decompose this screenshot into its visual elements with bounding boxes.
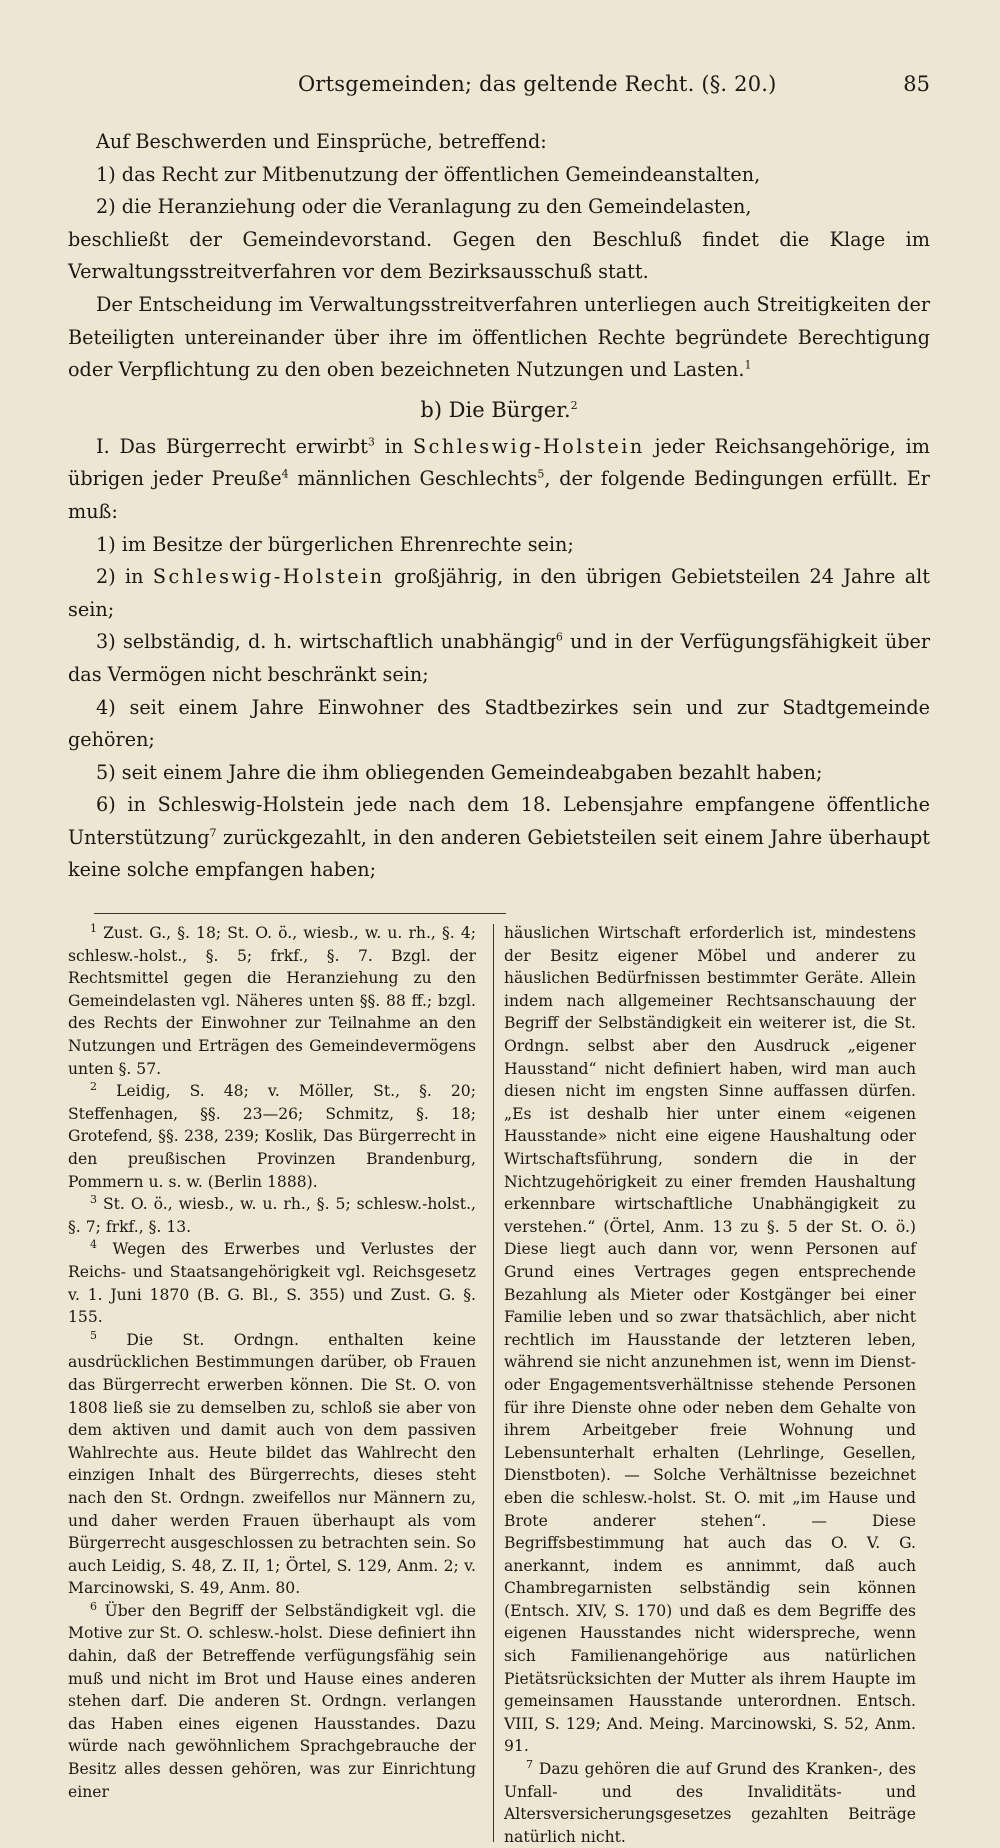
citizenship-text-5: , der folgende Bedingungen erfüllt. Er muß: bbox=[68, 467, 930, 523]
decision-paragraph: beschließt der Gemeindevorstand. Gegen den Beschluß findet die Klage im Verwaltungsstreitverfahren vor dem Bezirksausschuß statt. bbox=[68, 227, 930, 284]
section-heading bbox=[68, 393, 930, 427]
requirement-2-region: Schleswig-Holstein bbox=[152, 565, 385, 589]
footnote-7-text: Dazu gehören die auf Grund des Kranken-, des Unfall- und des Invaliditäts- und Altersversicherungsgesetzes gezahlten Beiträge natürlich nicht. bbox=[504, 1760, 916, 1846]
footnote-3-mark: 3 bbox=[90, 1193, 97, 1206]
requirement-6-text-b: zurückgezahlt, in den anderen Gebietsteilen seit einem Jahre überhaupt keine solche empfangen haben; bbox=[68, 825, 930, 882]
footnote-5-mark: 5 bbox=[90, 1328, 97, 1342]
citizenship-paragraph bbox=[68, 431, 930, 529]
running-head bbox=[68, 72, 930, 106]
requirement-3 bbox=[68, 626, 930, 691]
intro-paragraph: Auf Beschwerden und Einsprüche, betreffend: bbox=[96, 130, 547, 153]
footnote-7-mark: 7 bbox=[526, 1757, 533, 1771]
citizenship-text-4: männlichen Geschlechts bbox=[288, 467, 538, 491]
footnote-1 bbox=[68, 922, 476, 1080]
footnote-2-mark: 2 bbox=[90, 1080, 97, 1094]
footnote-ref-2: 2 bbox=[570, 398, 578, 412]
footnote-ref-5: 5 bbox=[537, 467, 545, 481]
citizenship-text-1: I. Das Bürgerrecht erwirbt bbox=[96, 434, 368, 458]
footnote-5 bbox=[68, 1329, 476, 1600]
footnote-2 bbox=[68, 1080, 476, 1193]
footnote-column-right bbox=[490, 922, 916, 1848]
footnote-1-mark: 1 bbox=[90, 921, 97, 935]
section-heading-text: b) Die Bürger. bbox=[420, 397, 571, 422]
requirement-2-text-b: großjährig, in den übrigen Gebietsteilen 24 Jahre alt sein; bbox=[68, 565, 930, 621]
footnote-6-text: Über den Begriff der Selbständigkeit vgl. die Motive zur St. O. schlesw.-holst. Diese definiert ihn dahin, daß der Betreffende verfügungsfähig sein muß und nicht im Brot und Hause eines anderen stehen darf. Die anderen St. Ordngn. verlangen das Haben eines eigenen Hausstandes. Dazu würde nach gewöhnlichem Sprachgebrauche der Besitz alles dessen gehören, was zur Einrichtung einer bbox=[68, 1601, 476, 1801]
footnote-ref-1: 1 bbox=[744, 358, 752, 372]
requirement-2-text-a: 2) in bbox=[96, 565, 153, 589]
footnote-6 bbox=[68, 1600, 476, 1803]
footnote-1-text: Zust. G., §. 18; St. O. ö., wiesb., w. u. rh., §. 4; schlesw.-holst., §. 5; frkf., §. 7. Bzgl. der Rechtsmittel gegen die Heranziehung zu den Gemeindelasten vgl. Näheres unten §§. 88 ff.; bzgl. des Rechts der Einwohner zur Teilnahme an den Nutzungen und Erträgen des Gemeindevermögens unten §. 57. bbox=[68, 924, 476, 1078]
column-divider bbox=[493, 924, 494, 1842]
footnote-6-mark: 6 bbox=[90, 1599, 97, 1613]
page-number: 85 bbox=[903, 72, 930, 96]
disputes-text: Der Entscheidung im Verwaltungsstreitverfahren unterliegen auch Streitigkeiten der Beteiligten untereinander über ihre im öffentlichen Rechte begründete Berechtigung oder Verpflichtung zu den oben bezeichneten Nutzungen und Lasten. bbox=[68, 292, 930, 382]
footnote-ref-6: 6 bbox=[555, 630, 563, 644]
footnote-6-continuation: häuslichen Wirtschaft erforderlich ist, mindestens der Besitz eigener Möbel und anderer zu häuslichen Bedürfnissen bestimmter Geräte. Allein indem nach allgemeiner Rechtsanschauung der Begriff der Selbständigkeit ein weiterer ist, die St. Ordngn. selbst aber den Ausdruck „eigener Hausstand“ nicht definiert haben, wird man auch diesen nicht im engsten Sinne auffassen dürfen. „Es ist deshalb hier unter einem «eigenen Hausstande» nicht eine eigene Haushaltung oder Wirtschaftsführung, sondern die in der Nichtzugehörigkeit zu einer fremden Haushaltung erkennbare wirtschaftliche Unabhängigkeit zu verstehen.“ (Örtel, Anm. 13 zu §. 5 der St. O. ö.) Diese liegt auch dann vor, wenn Personen auf Grund eines Vertrages gegen entsprechende Bezahlung als Mieter oder Kostgänger bei einer Familie leben und so zwar thatsächlich, aber nicht rechtlich im Hausstande der letzteren leben, während sie nicht anzunehmen ist, wenn im Dienst- oder Engagementsverhältnisse stehende Personen für ihre Dienste ohne oder neben dem Gehalte von ihrem Arbeitgeber freie Wohnung und Lebensunterhalt erhalten (Lehrlinge, Gesellen, Dienstboten). — Solche Verhältnisse bezeichnet eben die schlesw.-holst. St. O. mit „im Hause und Brote anderer stehen“. — Diese Begriffsbestimmung hat auch das O. V. G. anerkannt, indem es annimmt, daß auch Chambregarnisten selbständig sein können (Entsch. XIV, S. 170) und daß es dem Begriffe des eigenen Hausstandes nicht widerspreche, wenn sich Familienangehörige aus natürlichen Pietätsrücksichten der Mutter als ihrem Haupte im gemeinsamen Hausstande unterordnen. Entsch. VIII, S. 129; And. Meing. Marcinowski, S. 52, Anm. 91. bbox=[504, 924, 916, 1756]
requirement-6-text-a: 6) in Schleswig-Holstein jede nach dem 18. Lebensjahre empfangene öffentliche Unterstützung bbox=[68, 793, 930, 849]
requirement-6 bbox=[68, 789, 930, 887]
citizenship-text-2: in bbox=[374, 434, 414, 458]
disputes-paragraph bbox=[68, 289, 930, 387]
intro-item-1: 1) das Recht zur Mitbenutzung der öffentlichen Gemeindeanstalten, bbox=[96, 162, 761, 186]
requirement-5: 5) seit einem Jahre die ihm obliegenden Gemeindeabgaben bezahlt haben; bbox=[96, 760, 823, 784]
running-head-title: Ortsgemeinden; das geltende Recht. (§. 20.) bbox=[298, 72, 777, 96]
main-text bbox=[68, 126, 930, 887]
requirement-3-text-b: und in der Verfügungsfähigkeit über das Vermögen nicht beschränkt sein; bbox=[68, 630, 930, 686]
footnote-4-text: Wegen des Erwerbes und Verlustes der Reichs- und Staatsangehörigkeit vgl. Reichsgesetz v. 1. Juni 1870 (B. G. Bl., S. 355) und Zust. G. §. 155. bbox=[68, 1240, 476, 1327]
footnote-4 bbox=[68, 1238, 476, 1328]
intro-item-2: 2) die Heranziehung oder die Veranlagung zu den Gemeindelasten, bbox=[96, 195, 752, 219]
footnote-ref-4: 4 bbox=[281, 467, 289, 481]
footnote-ref-7: 7 bbox=[209, 826, 217, 840]
citizenship-text-3: jeder Reichsangehörige, im übrigen jeder Preuße bbox=[68, 434, 930, 491]
footnote-2-text: Leidig, S. 48; v. Möller, St., §. 20; Steffenhagen, §§. 23—26; Schmitz, §. 18; Grotefend, §§. 238, 239; Koslik, Das Bürgerrecht in den preußischen Provinzen Brandenburg, Pommern u. s. w. (Berlin 1888). bbox=[68, 1082, 476, 1191]
footnote-rule bbox=[94, 913, 506, 914]
footnote-4-mark: 4 bbox=[90, 1238, 97, 1252]
footnotes bbox=[68, 922, 930, 1848]
footnote-3-text: St. O. ö., wiesb., w. u. rh., §. 5; schlesw.-holst., §. 7; frkf., §. 13. bbox=[68, 1195, 476, 1236]
requirement-4: 4) seit einem Jahre Einwohner des Stadtbezirkes sein und zur Stadtgemeinde gehören; bbox=[68, 695, 930, 752]
requirement-2 bbox=[68, 561, 930, 626]
requirement-3-text-a: 3) selbständig, d. h. wirtschaftlich unabhängig bbox=[96, 630, 556, 654]
footnote-5-text: Die St. Ordngn. enthalten keine ausdrücklichen Bestimmungen darüber, ob Frauen das Bürgerrecht erwerben können. Die St. O. von 1808 ließ sie zu demselben zu, schloß sie aber von dem aktiven und damit auch von dem passiven Wahlrechte aus. Heute bildet das Wahlrecht den einzigen Inhalt des Bürgerrechts, dieses steht nach den St. Ordngn. zweifellos nur Männern zu, und daher werden Frauen überhaupt als vom Bürgerrecht ausgeschlossen zu betrachten sein. So auch Leidig, S. 48, Z. II, 1; Örtel, S. 129, Anm. 2; v. Marcinowski, S. 49, Anm. 80. bbox=[68, 1330, 476, 1598]
requirement-1: 1) im Besitze der bürgerlichen Ehrenrechte sein; bbox=[96, 532, 574, 556]
citizenship-region: Schleswig-Holstein bbox=[413, 434, 645, 458]
footnote-ref-3: 3 bbox=[367, 435, 375, 449]
footnote-3 bbox=[68, 1193, 476, 1238]
footnote-7 bbox=[504, 1758, 916, 1848]
footnote-column-left bbox=[68, 922, 490, 1848]
